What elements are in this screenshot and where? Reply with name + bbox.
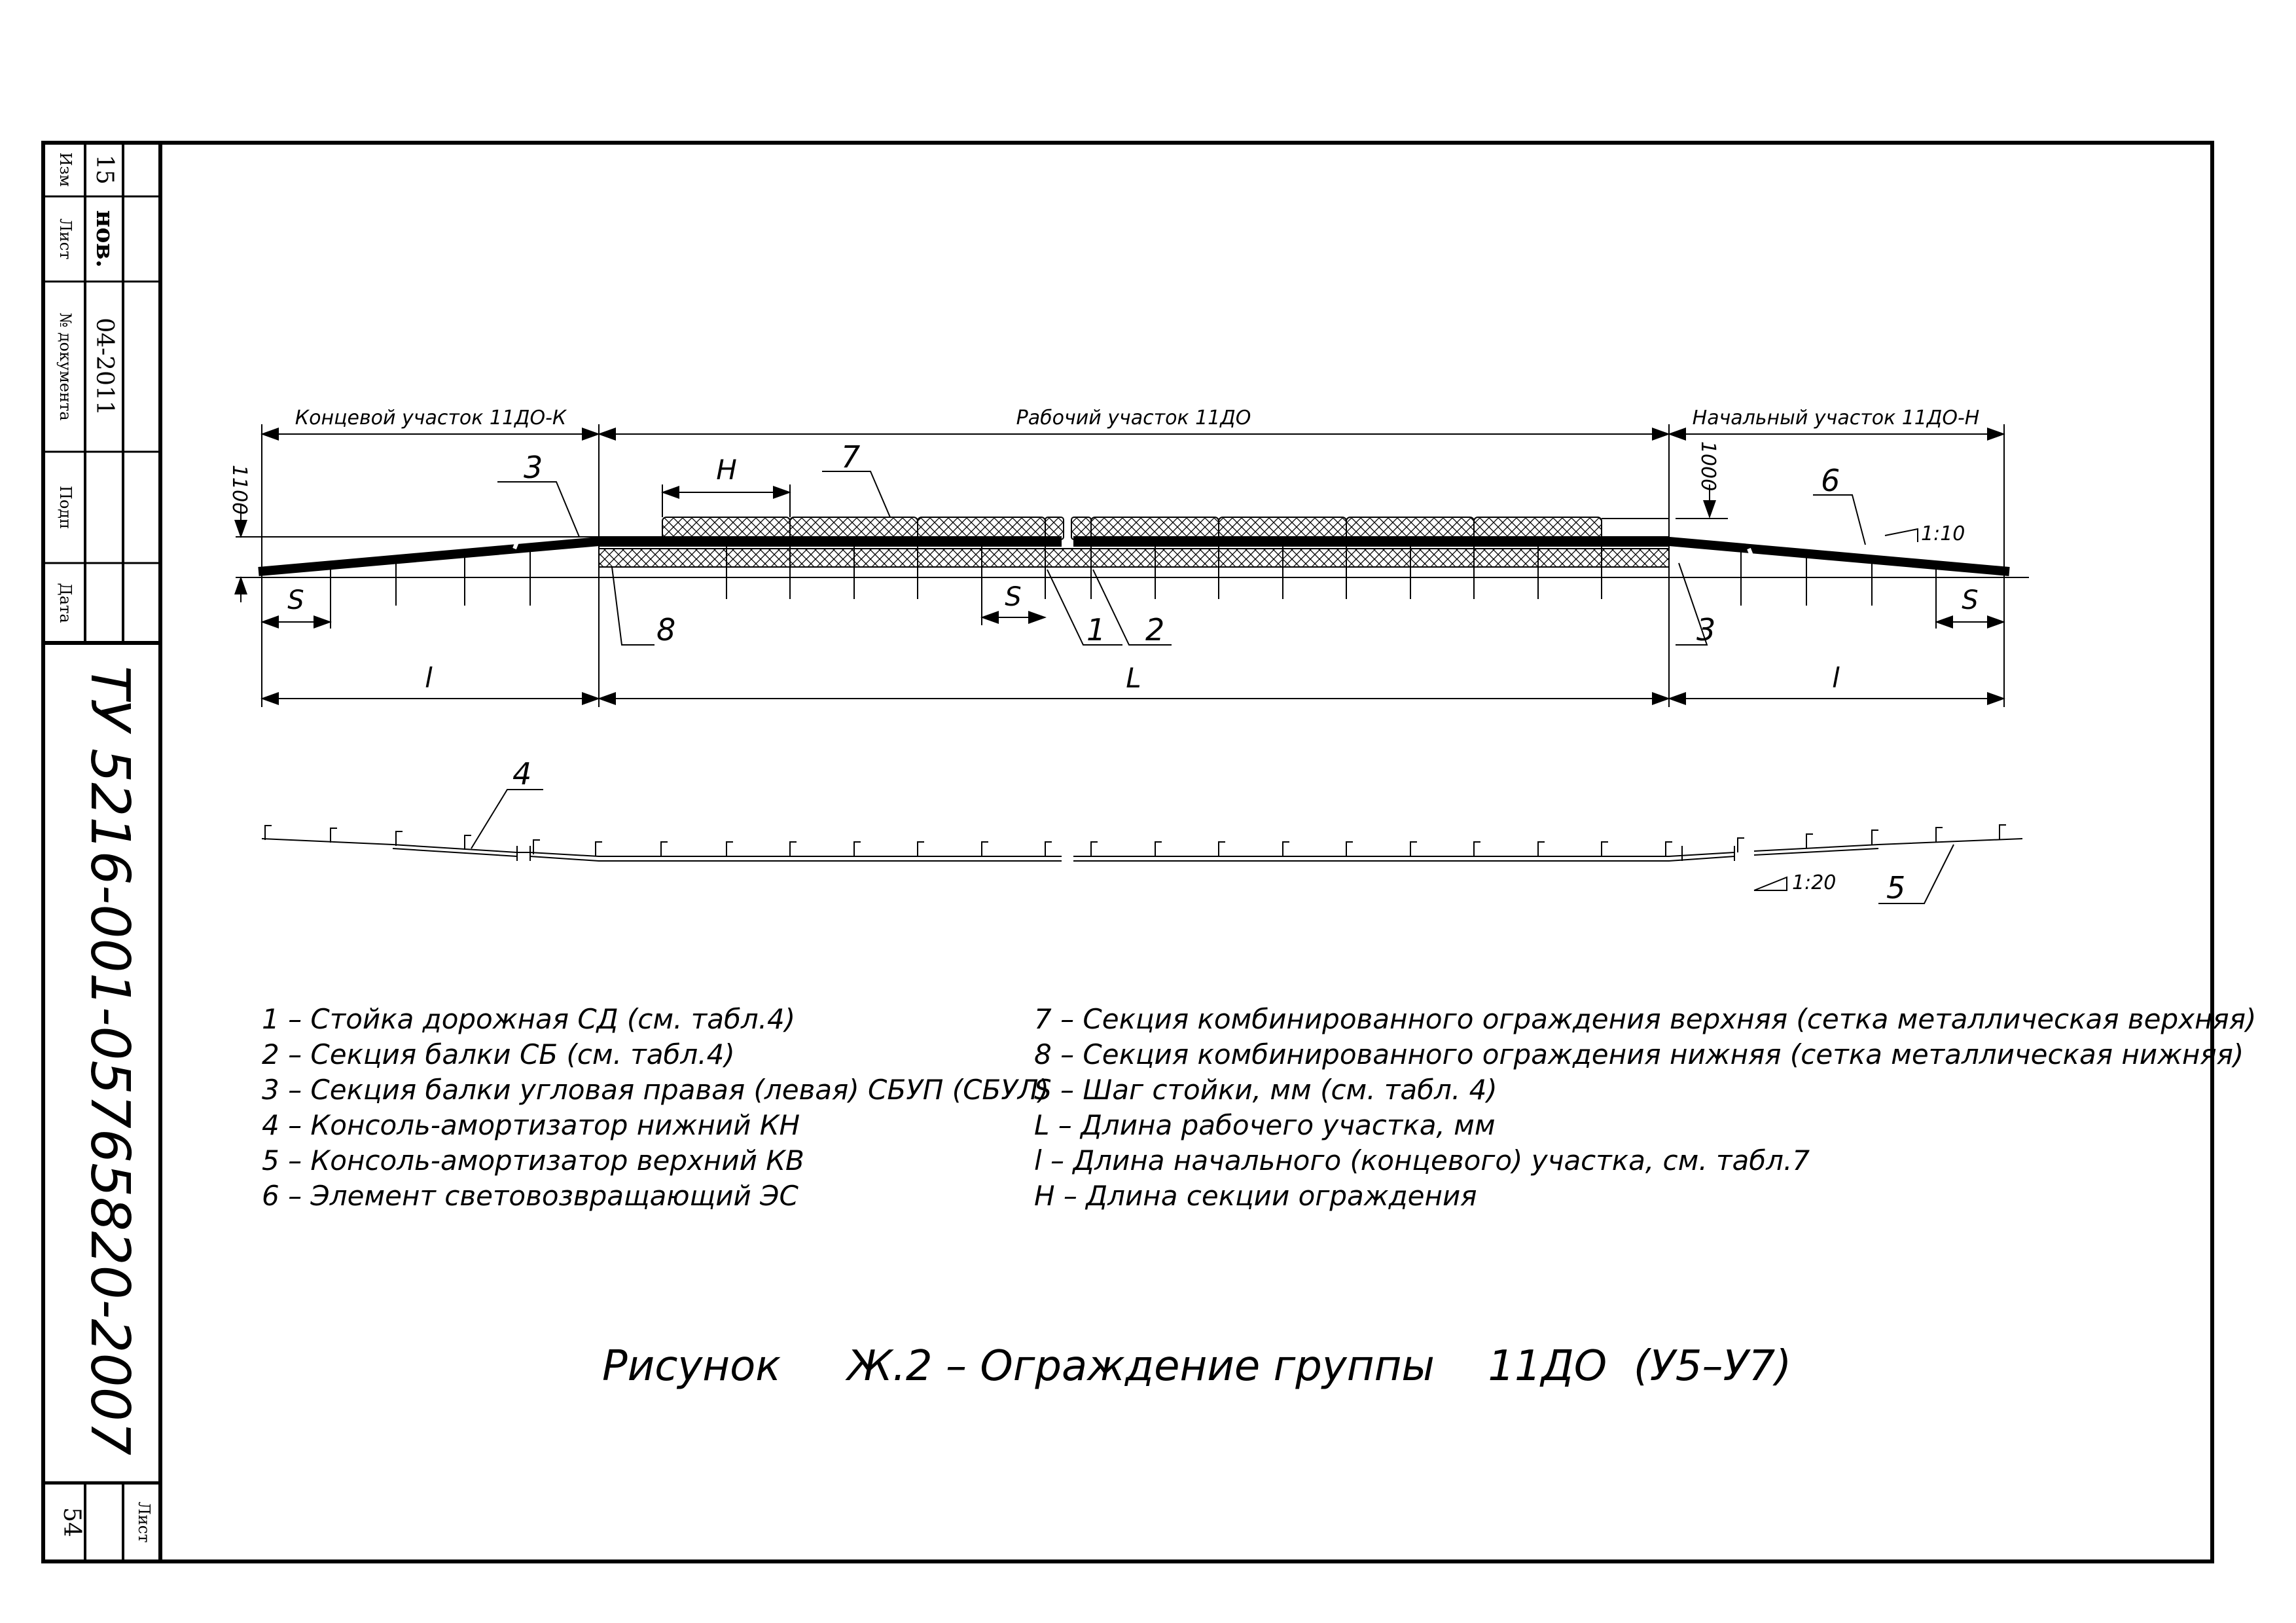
- legend-item: L – Длина рабочего участка, мм: [1034, 1109, 1496, 1141]
- dim-l-left-label: l: [425, 662, 433, 694]
- list-value: нов.: [91, 210, 118, 268]
- legend-item: 2 – Секция балки СБ (см. табл.4): [262, 1038, 735, 1070]
- callout-6: 6: [1821, 463, 1840, 498]
- callout-3-right: 3: [1696, 612, 1716, 647]
- callout-1: 1: [1086, 612, 1106, 647]
- legend-item: S – Шаг стойки, мм (см. табл. 4): [1034, 1074, 1498, 1106]
- section-start-label: Начальный участок 11ДО-Н: [1692, 407, 1980, 429]
- slope-bottom-label: 1:20: [1792, 871, 1837, 894]
- legend-left: [262, 1002, 1049, 1214]
- dim-H-label: H: [716, 454, 737, 486]
- slope-top-label: 1:10: [1921, 522, 1965, 545]
- legend-item: l – Длина начального (концевого) участка, см. табл.7: [1034, 1144, 1810, 1176]
- doc-number-label: № документа: [56, 312, 75, 421]
- section-end-label: Концевой участок 11ДО-К: [295, 407, 567, 429]
- legend-item: 1 – Стойка дорожная СД (см. табл.4): [262, 1003, 796, 1035]
- upper-mesh-sections: [662, 517, 1602, 539]
- callout-7: 7: [841, 439, 861, 475]
- callout-8: 8: [656, 612, 676, 647]
- izm-value: 15: [91, 155, 118, 185]
- figure-caption: Рисунок Ж.2 – Ограждение группы 11ДО (У5–У7): [602, 1342, 1792, 1391]
- list-label: Лист: [56, 218, 75, 260]
- izm-label: Изм: [56, 152, 75, 187]
- legend-item: 3 – Секция балки угловая правая (левая) СБУП (СБУЛ): [262, 1074, 1049, 1106]
- dim-S-right-label: S: [1962, 585, 1979, 615]
- legend-item: 8 – Секция комбинированного ограждения нижняя (сетка металлическая нижняя): [1034, 1038, 2244, 1070]
- dim-S-mid-label: S: [1005, 582, 1022, 612]
- legend-item: H – Длина секции ограждения: [1034, 1180, 1477, 1212]
- callout-2: 2: [1145, 612, 1165, 647]
- document-code: ТУ 5216-001-05765820-2007: [79, 665, 141, 1456]
- height-right-label: 1000: [1696, 441, 1719, 492]
- date-label: Дата: [56, 583, 75, 623]
- dim-S-left-label: S: [287, 585, 304, 615]
- plan-view: [262, 790, 2022, 903]
- legend-item: 4 – Консоль-амортизатор нижний КН: [262, 1109, 800, 1141]
- height-left-label: 1100: [228, 464, 251, 515]
- lower-mesh-section: [599, 549, 1669, 567]
- callout-5: 5: [1886, 870, 1906, 905]
- legend-item: 5 – Консоль-амортизатор верхний КВ: [262, 1144, 804, 1176]
- sign-label: Подп: [56, 485, 75, 530]
- right-start-beam: [1669, 541, 2009, 572]
- doc-number-value: 04-2011: [91, 318, 118, 416]
- dim-l-right-label: l: [1832, 662, 1840, 694]
- legend-right: [1034, 1002, 2256, 1214]
- section-work-label: Рабочий участок 11ДО: [1016, 407, 1251, 429]
- dim-L-label: L: [1126, 662, 1141, 694]
- console-symbols: [265, 825, 2006, 856]
- callout-4: 4: [512, 756, 532, 792]
- callout-3-left: 3: [524, 450, 543, 485]
- legend-item: 7 – Секция комбинированного ограждения верхняя (сетка металлическая верхняя): [1034, 1003, 2257, 1035]
- left-end-beam: [259, 541, 599, 572]
- sheet-number: 54: [58, 1507, 85, 1537]
- sheet-label: Лист: [135, 1501, 153, 1543]
- legend-item: 6 – Элемент световозвращающий ЭС: [262, 1180, 798, 1212]
